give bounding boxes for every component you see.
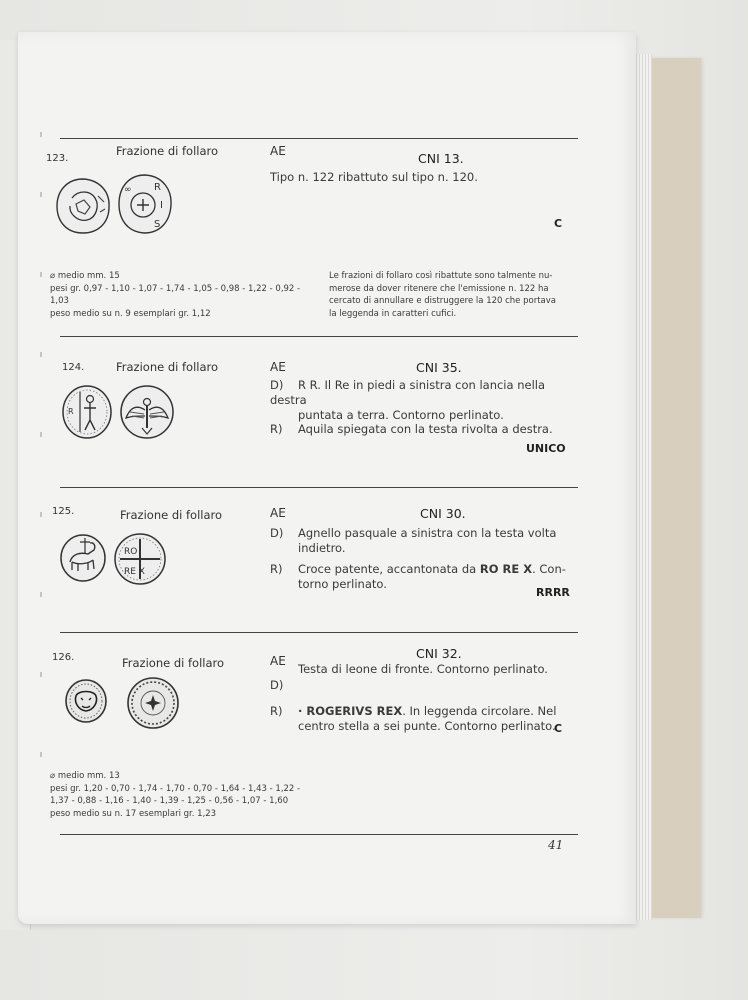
weights-line: pesi gr. 1,20 - 0,70 - 1,74 - 1,70 - 0,70 - 1,64 - 1,43 - 1,22 - (50, 783, 301, 794)
binding-stitch (40, 592, 42, 597)
binding-stitch (40, 432, 42, 437)
entry-number: 126. (52, 652, 75, 663)
rarity-mark: RRRR (536, 586, 570, 599)
historical-note: Le frazioni di follaro così ribattute sono talmente nu- merose da dover ritenere che l'emissione n. 122 ha cercato di annullare e distruggere la 120 che portava la leggenda in caratteri cufici. (329, 271, 556, 319)
binding-stitch (40, 192, 42, 197)
entry-title: Frazione di follaro (116, 360, 219, 374)
binding-stitch (40, 272, 42, 277)
rarity-mark: C (554, 722, 563, 735)
metal-label: AE (270, 144, 286, 158)
obverse-description: D) R R. Il Re in piedi a sinistra con lancia nella destra puntata a terra. Contorno perlinato. (270, 378, 546, 422)
entry-description: Tipo n. 122 ribattuto sul tipo n. 120. (270, 170, 478, 184)
entry-title: Frazione di follaro (120, 508, 223, 522)
obverse-description: D) Agnello pasquale a sinistra con la testa volta indietro. (270, 526, 557, 555)
svg-text:I: I (160, 200, 163, 211)
obverse-label-row: D) (270, 678, 284, 692)
entry-title: Frazione di follaro (122, 656, 225, 670)
coin-obverse-image (60, 384, 114, 440)
entry-number: 123. (46, 153, 69, 164)
section-rule (60, 487, 578, 488)
average-weight: peso medio su n. 9 esemplari gr. 1,12 (50, 308, 211, 319)
reverse-description: R) Croce patente, accantonata da RO RE X. Con- torno perlinato. (270, 562, 566, 591)
weights-line: pesi gr. 0,97 - 1,10 - 1,07 - 1,74 - 1,05 - 0,98 - 1,22 - 0,92 - (50, 283, 301, 294)
svg-text:∞: ∞ (124, 185, 132, 195)
section-rule (60, 138, 578, 139)
coin-legend: RE X (124, 567, 145, 577)
weights-block (50, 770, 300, 820)
book-page (18, 32, 636, 924)
cni-reference: CNI 30. (420, 506, 466, 521)
binding-stitch (40, 132, 42, 137)
cni-reference: CNI 13. (418, 151, 464, 166)
diameter-icon: ⌀ (50, 271, 58, 281)
coin-reverse-image (118, 384, 176, 440)
diameter-icon: ⌀ (50, 771, 58, 781)
svg-text:R: R (154, 182, 161, 193)
svg-text:S: S (154, 219, 161, 230)
diameter-text: ⌀ medio mm. 13 (50, 771, 120, 781)
weights-line: 1,37 - 0,88 - 1,16 - 1,40 - 1,39 - 1,25 - 0,56 - 1,07 - 1,60 (50, 796, 289, 806)
svg-text:R: R (68, 407, 74, 416)
entry-title: Frazione di follaro (116, 144, 219, 158)
entry-number: 125. (52, 506, 75, 517)
binding-stitch (40, 672, 42, 677)
page-edges (634, 54, 652, 920)
cni-reference: CNI 35. (416, 360, 462, 375)
average-weight: peso medio su n. 17 esemplari gr. 1,23 (50, 808, 217, 819)
coin-legend: RO (124, 547, 138, 557)
cni-reference: CNI 32. (416, 646, 462, 661)
coin-reverse-image (112, 532, 168, 586)
binding-stitch (40, 352, 42, 357)
entry-number: 124. (62, 362, 85, 373)
metal-label: AE (270, 654, 286, 668)
metal-label: AE (270, 506, 286, 520)
section-rule (60, 834, 578, 835)
section-rule (60, 336, 578, 337)
coin-obverse-image (64, 678, 108, 724)
reverse-description: R) · ROGERIVS REX. In leggenda circolare. Nel centro stella a sei punte. Contorno perlinato. (270, 704, 557, 733)
obverse-description: Testa di leone di fronte. Contorno perlinato. (298, 662, 548, 676)
reverse-description: R) Aquila spiegata con la testa rivolta a destra. (270, 422, 553, 436)
weights-block (50, 270, 300, 320)
diameter-text: ⌀ medio mm. 15 (50, 271, 120, 281)
rarity-mark: UNICO (526, 442, 566, 455)
binding-stitch (40, 752, 42, 757)
book-cover-board (650, 58, 701, 918)
weights-line: 1,03 (50, 296, 69, 306)
binding-stitch (40, 512, 42, 517)
rarity-mark: C (554, 217, 563, 230)
coin-reverse-image (116, 172, 174, 236)
section-rule (60, 632, 578, 633)
coin-obverse-image (54, 176, 112, 236)
page-number: 41 (548, 838, 564, 852)
coin-reverse-image (126, 676, 180, 730)
metal-label: AE (270, 360, 286, 374)
coin-obverse-image (58, 532, 108, 584)
